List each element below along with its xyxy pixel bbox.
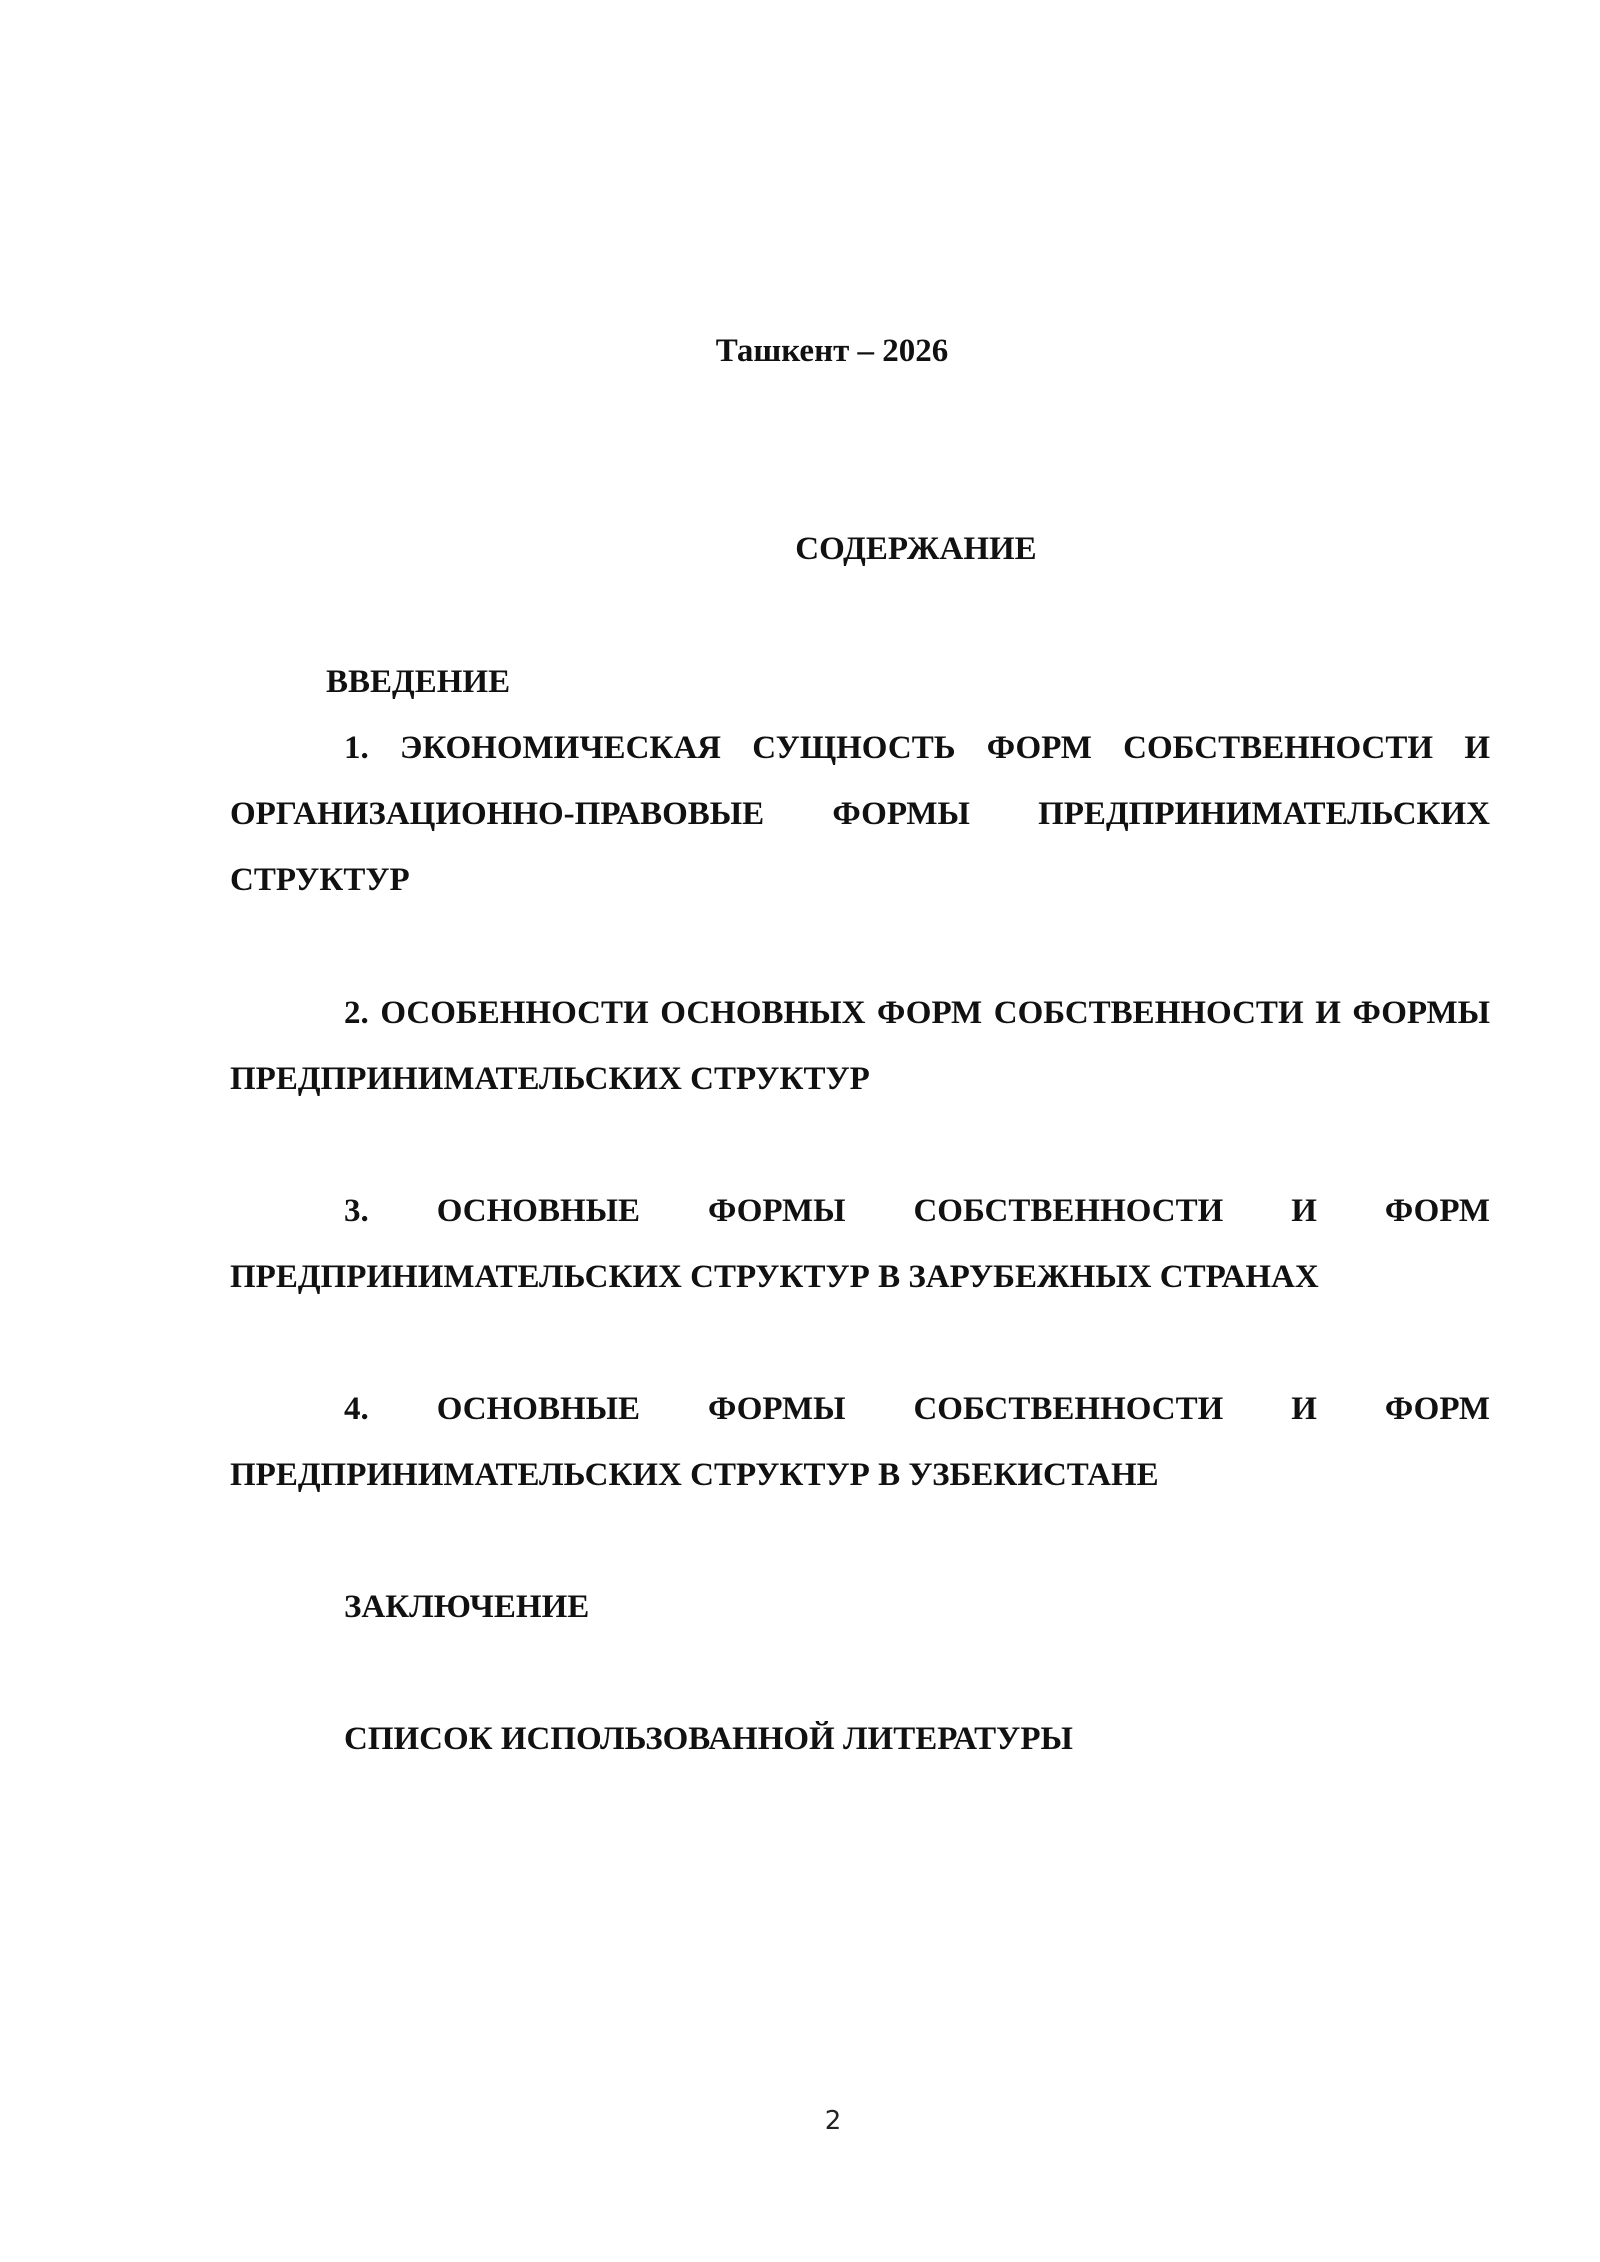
toc-item-chapter-4: 4. ОСНОВНЫЕ ФОРМЫ СОБСТВЕННОСТИ И ФОРМ ПРЕДПРИНИМАТЕЛЬСКИХ СТРУКТУР В УЗБЕКИСТАНЕ — [230, 1391, 1490, 1493]
toc-item-references: СПИСОК ИСПОЛЬЗОВАННОЙ ЛИТЕРАТУРЫ — [344, 1721, 1073, 1757]
toc-item-chapter-1: 1. ЭКОНОМИЧЕСКАЯ СУЩНОСТЬ ФОРМ СОБСТВЕННОСТИ И ОРГАНИЗАЦИОННО-ПРАВОВЫЕ ФОРМЫ ПРЕДПРИНИМАТЕЛЬСКИХ СТРУКТУР — [230, 730, 1490, 898]
toc-item-chapter-3: 3. ОСНОВНЫЕ ФОРМЫ СОБСТВЕННОСТИ И ФОРМ ПРЕДПРИНИМАТЕЛЬСКИХ СТРУКТУР В ЗАРУБЕЖНЫХ СТРАНАХ — [230, 1193, 1490, 1295]
page-number: 2 — [824, 2106, 842, 2136]
toc-item-chapter-2: 2. ОСОБЕННОСТИ ОСНОВНЫХ ФОРМ СОБСТВЕННОСТИ И ФОРМЫ ПРЕДПРИНИМАТЕЛЬСКИХ СТРУКТУР — [230, 995, 1490, 1097]
city-year-line: Ташкент – 2026 — [715, 333, 949, 369]
toc-title: СОДЕРЖАНИЕ — [795, 531, 1037, 567]
toc-item-introduction: ВВЕДЕНИЕ — [326, 664, 511, 700]
toc-item-conclusion: ЗАКЛЮЧЕНИЕ — [344, 1589, 590, 1625]
